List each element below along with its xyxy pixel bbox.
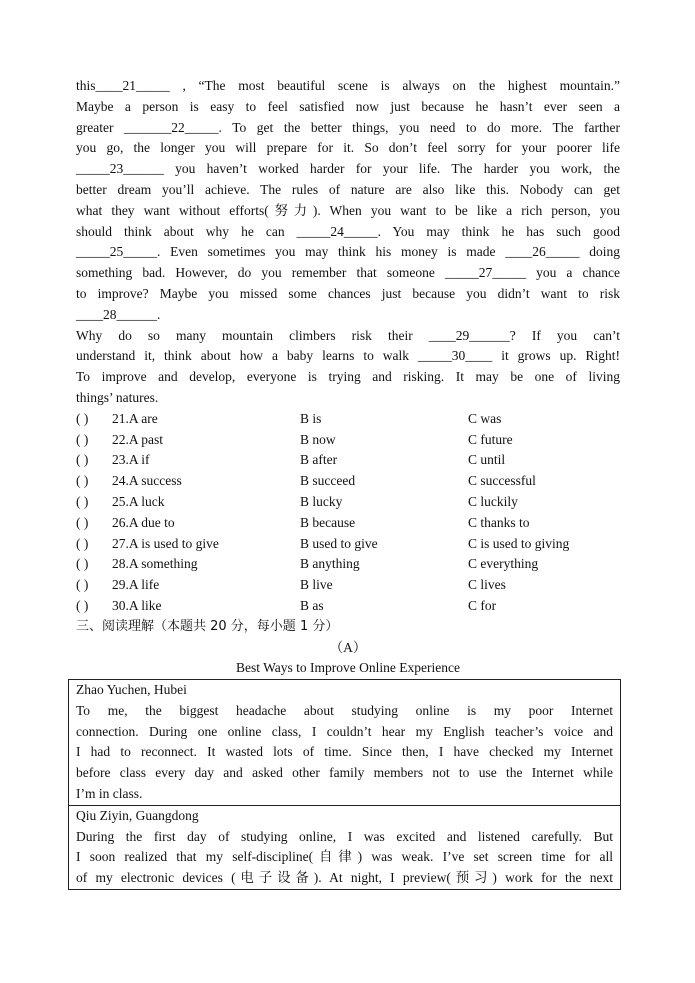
option-c[interactable]: C luckily	[468, 493, 518, 509]
option-a[interactable]: 26.A due to	[112, 514, 175, 530]
section-heading: 三、阅读理解（本题共 20 分，每小题 1 分）	[76, 618, 339, 634]
answer-blank[interactable]: ( )	[76, 514, 89, 530]
entry-line: To me, the biggest headache about studying online is my poor Internet	[76, 702, 613, 718]
option-a[interactable]: 30.A like	[112, 597, 162, 613]
passage-line: should think about why he can _____24_____. You may think he has such good	[76, 223, 620, 239]
option-c[interactable]: C is used to giving	[468, 535, 570, 551]
option-a[interactable]: 23.A if	[112, 452, 150, 468]
answer-blank[interactable]: ( )	[76, 410, 89, 426]
option-row-24	[76, 471, 620, 492]
answer-blank[interactable]: ( )	[76, 431, 89, 447]
reading-title: Best Ways to Improve Online Experience	[236, 660, 460, 676]
entry-line: of my electronic devices (电子设备). At night, I preview(预习) work for the next	[76, 870, 613, 886]
option-c[interactable]: C future	[468, 431, 513, 447]
cloze-passage	[76, 76, 620, 409]
option-b[interactable]: B anything	[300, 556, 360, 572]
option-b[interactable]: B because	[300, 514, 356, 530]
table-row	[69, 680, 621, 806]
entry-cell	[69, 680, 621, 806]
option-b[interactable]: B lucky	[300, 493, 343, 509]
passage-line: Maybe a person is easy to feel satisfied now just because he hasn’t ever seen a	[76, 98, 620, 114]
passage-line: to improve? Maybe you missed some chances just because you didn’t want to risk	[76, 285, 620, 301]
passage-line: Why do so many mountain climbers risk their ____29______? If you can’t	[76, 327, 620, 343]
passage-line: To improve and develop, everyone is trying and risking. It may be one of living	[76, 369, 620, 385]
passage-line: this____21_____ , “The most beautiful scene is always on the highest mountain.”	[76, 78, 620, 93]
passage-line: _____25_____. Even sometimes you may think his money is made ____26_____ doing	[76, 244, 620, 260]
passage-line: understand it, think about how a baby learns to walk _____30____ it grows up. Right!	[76, 348, 620, 364]
entry-author: Zhao Yuchen, Hubei	[76, 682, 187, 697]
option-c[interactable]: C until	[468, 452, 506, 468]
worksheet-page	[76, 76, 620, 679]
option-a[interactable]: 21.A are	[112, 410, 158, 426]
option-b[interactable]: B is	[300, 410, 322, 426]
option-b[interactable]: B now	[300, 431, 336, 447]
option-row-28	[76, 554, 620, 575]
option-c[interactable]: C everything	[468, 556, 539, 572]
option-a[interactable]: 24.A success	[112, 473, 182, 489]
option-a[interactable]: 28.A something	[112, 556, 198, 572]
entry-line: I’m in class.	[76, 785, 143, 801]
answer-blank[interactable]: ( )	[76, 577, 89, 593]
answer-blank[interactable]: ( )	[76, 452, 89, 468]
option-b[interactable]: B used to give	[300, 535, 378, 551]
option-c[interactable]: C thanks to	[468, 514, 530, 530]
answer-blank[interactable]: ( )	[76, 535, 89, 551]
option-row-26	[76, 513, 620, 534]
option-row-25	[76, 492, 620, 513]
passage-line: what they want without efforts(努力). When you want to be like a rich person, you	[76, 202, 620, 218]
option-c[interactable]: C was	[468, 410, 502, 426]
answer-blank[interactable]: ( )	[76, 493, 89, 509]
option-row-29	[76, 575, 620, 596]
entry-line: During the first day of studying online, I was excited and listened carefully. But	[76, 828, 613, 844]
answer-blank[interactable]: ( )	[76, 473, 89, 489]
entry-line: before class every day and asked other family members not to use the Internet while	[76, 765, 613, 781]
answer-blank[interactable]: ( )	[76, 597, 89, 613]
option-a[interactable]: 27.A is used to give	[112, 535, 219, 551]
entry-line: connection. During one online class, I couldn’t hear my English teacher’s voice and	[76, 723, 613, 739]
option-a[interactable]: 25.A luck	[112, 493, 165, 509]
reading-table	[68, 679, 621, 890]
passage-line: you go, the longer you will prepare for it. So don’t feel sorry for your poorer life	[76, 140, 620, 156]
option-b[interactable]: B as	[300, 597, 324, 613]
entry-line: I had to reconnect. It wasted lots of time. Since then, I have checked my Internet	[76, 744, 613, 760]
passage-line: ____28______.	[76, 306, 161, 322]
entry-cell	[69, 805, 621, 889]
part-label: （A）	[329, 639, 367, 655]
answer-options	[76, 409, 620, 617]
answer-blank[interactable]: ( )	[76, 556, 89, 572]
option-b[interactable]: B succeed	[300, 473, 356, 489]
passage-line: greater _______22_____. To get the better things, you need to do more. The farther	[76, 119, 620, 135]
option-row-23	[76, 450, 620, 471]
option-b[interactable]: B after	[300, 452, 338, 468]
option-a[interactable]: 29.A life	[112, 577, 160, 593]
entry-line: I soon realized that my self-discipline(自律) was weak. I’ve set screen time for all	[76, 849, 613, 865]
option-row-30	[76, 596, 620, 617]
passage-line: better dream you’ll achieve. The rules of nature are also like this. Nobody can get	[76, 181, 620, 197]
passage-line: _____23______ you haven’t worked harder for your life. The harder you work, the	[76, 161, 620, 177]
entry-author: Qiu Ziyin, Guangdong	[76, 807, 199, 823]
option-row-21	[76, 409, 620, 430]
option-c[interactable]: C successful	[468, 473, 536, 489]
passage-line: something bad. However, do you remember that someone _____27_____ you a chance	[76, 265, 620, 281]
option-c[interactable]: C lives	[468, 577, 506, 593]
option-row-27	[76, 534, 620, 555]
passage-line: things’ natures.	[76, 389, 159, 405]
table-row	[69, 805, 621, 889]
option-a[interactable]: 22.A past	[112, 431, 164, 447]
option-row-22	[76, 430, 620, 451]
option-b[interactable]: B live	[300, 577, 333, 593]
option-c[interactable]: C for	[468, 597, 497, 613]
